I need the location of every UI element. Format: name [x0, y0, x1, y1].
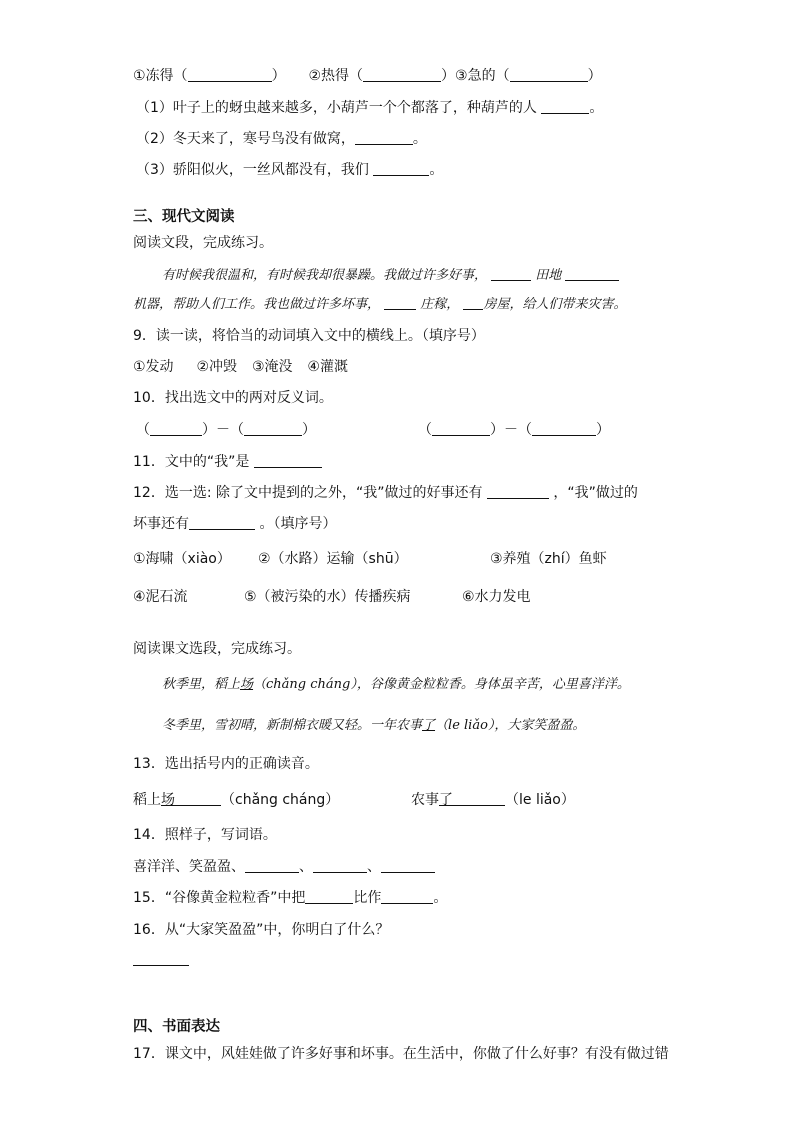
- question-text: 。（填序号）: [259, 516, 337, 532]
- answer-blank[interactable]: [188, 67, 272, 82]
- item-text: 。: [412, 131, 427, 147]
- question-text: ，“我”做过的: [553, 485, 638, 501]
- question-text: 。: [433, 890, 448, 906]
- q10-pair-2: [418, 420, 610, 440]
- option-text: ①发动: [133, 359, 174, 375]
- q13-item-2: [411, 790, 575, 810]
- item-text: 。: [429, 162, 444, 178]
- answer-blank[interactable]: [381, 858, 435, 873]
- q11-text: [133, 452, 322, 472]
- passage-line-1: [162, 266, 619, 286]
- q12-option-6: ⑥水力发电: [462, 589, 531, 605]
- q12-line-2: [133, 514, 336, 534]
- answer-blank[interactable]: [189, 515, 255, 530]
- q12-option-4: ④泥石流: [133, 589, 188, 605]
- poem-line-1: [162, 675, 630, 695]
- section3-intro: 阅读文段，完成练习。: [133, 235, 273, 251]
- passage-line-2: [133, 295, 626, 315]
- question-text: 坏事还有: [133, 516, 189, 532]
- section4-title: 四、书面表达: [133, 1019, 220, 1035]
- answer-blank[interactable]: [313, 858, 367, 873]
- answer-blank[interactable]: [254, 453, 322, 468]
- section3-title: 三、现代文阅读: [133, 209, 235, 225]
- q12-line-1: [133, 483, 638, 503]
- question-text: 、: [299, 859, 313, 875]
- q9-text: 9．读一读，将恰当的动词填入文中的横线上。（填序号）: [133, 328, 485, 344]
- bracket-text: ）: [302, 422, 316, 438]
- answer-blank[interactable]: [384, 295, 416, 310]
- q-item-3: [136, 160, 443, 180]
- question-text: 12．选一选: 除了文中提到的之外，“我”做过的好事还有: [133, 485, 483, 501]
- question-text: 稻上: [133, 792, 161, 808]
- passage-text: 田地: [535, 268, 562, 283]
- bracket-text: （: [136, 422, 150, 438]
- answer-blank[interactable]: [133, 951, 189, 966]
- option-text: ③淹没: [251, 359, 293, 375]
- q12-option-3: ③养殖（zhí）鱼虾: [490, 551, 607, 567]
- option-text: ②热得（: [308, 68, 364, 84]
- question-text: 15．“谷像黄金粒粒香”中把: [133, 890, 306, 906]
- question-text: （chǎng cháng）: [221, 792, 340, 808]
- q-item-1: [136, 98, 603, 118]
- bracket-text: ）－（: [202, 422, 244, 438]
- bracket-text: （: [418, 422, 432, 438]
- question-text: 比作: [353, 890, 382, 906]
- poem-text: （chǎng cháng），谷像黄金粒粒香。身体虽辛苦，心里喜洋洋。: [253, 677, 630, 692]
- poem-text: （le liǎo），大家笑盈盈。: [435, 718, 586, 733]
- question-text: 11．文中的“我”是: [133, 454, 250, 470]
- answer-blank[interactable]: [381, 889, 433, 904]
- answer-blank[interactable]: [510, 67, 588, 82]
- answer-blank[interactable]: [305, 889, 353, 904]
- answer-blank[interactable]: [432, 421, 490, 436]
- answer-blank[interactable]: [244, 421, 302, 436]
- item-text: 。: [589, 100, 604, 116]
- option-text: ②冲毁: [196, 359, 238, 375]
- item-text: （2）冬天来了，寒号鸟没有做窝，: [136, 131, 355, 147]
- q13-item-1: [133, 790, 339, 810]
- option-text: ）: [271, 68, 286, 84]
- passage-text: 机器，帮助人们工作。我也做过许多坏事，: [133, 297, 381, 312]
- answer-blank[interactable]: [150, 421, 202, 436]
- poem-text: 秋季里，稻上: [162, 677, 241, 692]
- q12-option-5: ⑤（被污染的水）传播疾病: [244, 589, 411, 605]
- option-text: ）③急的（: [441, 68, 510, 84]
- option-text: ）: [587, 68, 602, 84]
- q9-options: [133, 357, 348, 377]
- answer-blank[interactable]: [355, 130, 413, 145]
- passage-text: 房屋，给人们带来灾害。: [483, 297, 627, 312]
- underlined-char: 了: [439, 792, 453, 808]
- q-item-2: [136, 129, 427, 149]
- underlined-char: 场: [161, 792, 175, 808]
- q17-text: 17．课文中，风娃娃做了许多好事和坏事。在生活中，你做了什么好事？有没有做过错: [133, 1046, 669, 1062]
- answer-blank[interactable]: [532, 421, 596, 436]
- answer-blank[interactable]: [463, 295, 483, 310]
- passage-text: 有时候我很温和，有时候我却很暴躁。我做过许多好事，: [162, 268, 488, 283]
- q12-option-2: ②（水路）运输（shū）: [258, 551, 408, 567]
- answer-blank[interactable]: [565, 266, 619, 281]
- item-text: （1）叶子上的蚜虫越来越多，小葫芦一个个都落了，种葫芦的人: [136, 100, 537, 116]
- item-text: （3）骄阳似火，一丝风都没有，我们: [136, 162, 369, 178]
- passage-text: 庄稼，: [420, 297, 460, 312]
- q16-answer-blank[interactable]: [133, 950, 189, 970]
- answer-blank[interactable]: [373, 161, 429, 176]
- underlined-char: 了: [422, 718, 436, 733]
- underlined-char: 场: [240, 677, 254, 692]
- section3-intro-2: 阅读课文选段，完成练习。: [133, 641, 301, 657]
- answer-blank[interactable]: [453, 791, 505, 806]
- answer-blank[interactable]: [363, 67, 441, 82]
- q15-line: [133, 888, 447, 908]
- q10-text: 10．找出选文中的两对反义词。: [133, 390, 333, 406]
- q12-option-1: ①海啸（xiào）: [133, 551, 231, 567]
- answer-blank[interactable]: [245, 858, 299, 873]
- q16-text: 16．从“大家笑盈盈”中，你明白了什么？: [133, 922, 390, 938]
- question-text: 、: [367, 859, 381, 875]
- question-text: 喜洋洋、笑盈盈、: [133, 859, 245, 875]
- question-text: 农事: [411, 792, 439, 808]
- q14-text: 14．照样子，写词语。: [133, 827, 277, 843]
- answer-blank[interactable]: [491, 266, 531, 281]
- q10-pair-1: [136, 420, 316, 440]
- q13-text: 13．选出括号内的正确读音。: [133, 756, 319, 772]
- bracket-text: ）: [596, 422, 610, 438]
- option-text: ④灌溉: [307, 359, 348, 375]
- q-options-line: [133, 66, 602, 86]
- answer-blank[interactable]: [541, 99, 589, 114]
- option-text: ①冻得（: [133, 68, 188, 84]
- q14-line: [133, 857, 435, 877]
- answer-blank[interactable]: [487, 484, 549, 499]
- question-text: （le liǎo）: [505, 792, 575, 808]
- answer-blank[interactable]: [175, 791, 221, 806]
- poem-line-2: [162, 716, 585, 736]
- poem-text: 冬季里，雪初晴，新制棉衣暖又轻。一年农事: [162, 718, 423, 733]
- bracket-text: ）－（: [490, 422, 532, 438]
